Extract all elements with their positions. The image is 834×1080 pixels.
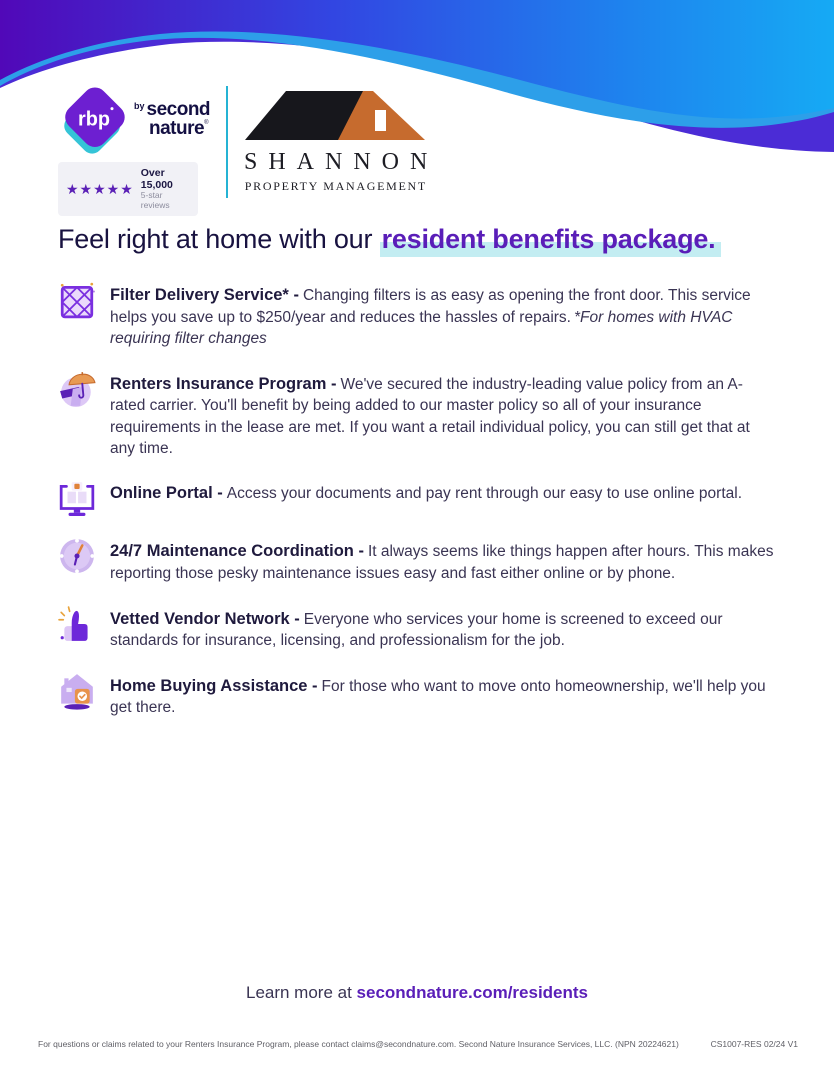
learn-more-link[interactable]: secondnature.com/residents	[356, 983, 589, 1002]
benefit-description: Everyone who services your home is screened to exceed our standards for insurance, licensing, and professionalism for the job.	[110, 610, 723, 650]
legal-text: For questions or claims related to your Renters Insurance Program, please contact claims@secondnature.com. Second Nature Insurance Services, LLC. (NPN 20224621)	[38, 1039, 679, 1049]
monitor-icon	[58, 479, 98, 517]
header-logos	[58, 84, 439, 216]
air-filter-icon	[58, 281, 98, 319]
reviews-badge	[58, 162, 198, 216]
clock-icon	[58, 537, 98, 575]
benefit-description: It always seems like things happen after hours. This makes reporting those pesky maintenance issues easy and fast either online or by phone.	[110, 543, 774, 583]
document-code: CS1007-RES 02/24 V1	[710, 1039, 798, 1049]
rbp-brand-block	[58, 84, 211, 216]
rbp-logo-lockup	[58, 84, 211, 158]
benefit-title: Filter Delivery Service* -	[110, 286, 299, 304]
rbp-logo-icon	[58, 84, 130, 158]
umbrella-icon	[58, 370, 98, 408]
partner-subtitle: PROPERTY MANAGEMENT	[244, 179, 427, 193]
five-star-icons: ★★★★★	[66, 180, 134, 197]
benefit-description: We've secured the industry-leading value policy from an A-rated carrier. You'll benefit by being added to our master policy so all of your insurance requirements in the lease are met. If you want a retail individual policy, you can still get that at any time.	[110, 375, 750, 458]
house-check-icon	[58, 672, 98, 710]
second-nature-wordmark	[134, 84, 210, 138]
benefit-note: *For homes with HVAC requiring filter changes	[110, 308, 733, 348]
shannon-logo-block	[244, 84, 439, 194]
list-item	[58, 482, 778, 517]
benefit-description: For those who want to move onto homeownership, we'll help you get there.	[110, 677, 766, 717]
benefit-title: Online Portal -	[110, 484, 223, 503]
shannon-roof-icon	[245, 88, 425, 140]
by-label: by	[134, 101, 145, 111]
logo-divider	[226, 86, 228, 198]
brand-word-second: second	[146, 99, 211, 120]
benefit-title: Renters Insurance Program -	[110, 374, 337, 393]
headline-highlight: resident benefits package.	[380, 224, 722, 257]
benefit-title: 24/7 Maintenance Coordination -	[110, 542, 364, 561]
list-item	[58, 373, 778, 460]
benefit-title: Vetted Vendor Network -	[110, 609, 300, 628]
thumbs-up-icon	[58, 605, 98, 643]
partner-name: SHANNON	[244, 149, 439, 175]
svg-text:rbp: rbp	[77, 108, 111, 131]
learn-more-prefix: Learn more at	[245, 983, 357, 1002]
headline-prefix: Feel right at home with our	[58, 224, 380, 254]
list-item	[58, 608, 778, 652]
registered-mark: ®	[204, 120, 209, 126]
learn-more-line	[0, 983, 834, 1003]
page-title	[58, 224, 721, 255]
page-footer	[38, 1039, 798, 1049]
brand-word-nature: nature	[149, 118, 205, 139]
reviews-label: 5-star reviews	[140, 190, 170, 210]
reviews-count: Over 15,000	[140, 167, 173, 192]
benefit-description: Changing filters is as easy as opening the front door. This service helps you save up to $250/year and reduces the hassles of repairs.	[110, 287, 751, 326]
list-item	[58, 540, 778, 584]
benefit-title: Home Buying Assistance -	[110, 676, 318, 695]
list-item	[58, 284, 778, 350]
benefit-description: Access your documents and pay rent through our easy to use online portal.	[226, 485, 743, 503]
benefits-list	[58, 284, 778, 719]
list-item	[58, 675, 778, 719]
